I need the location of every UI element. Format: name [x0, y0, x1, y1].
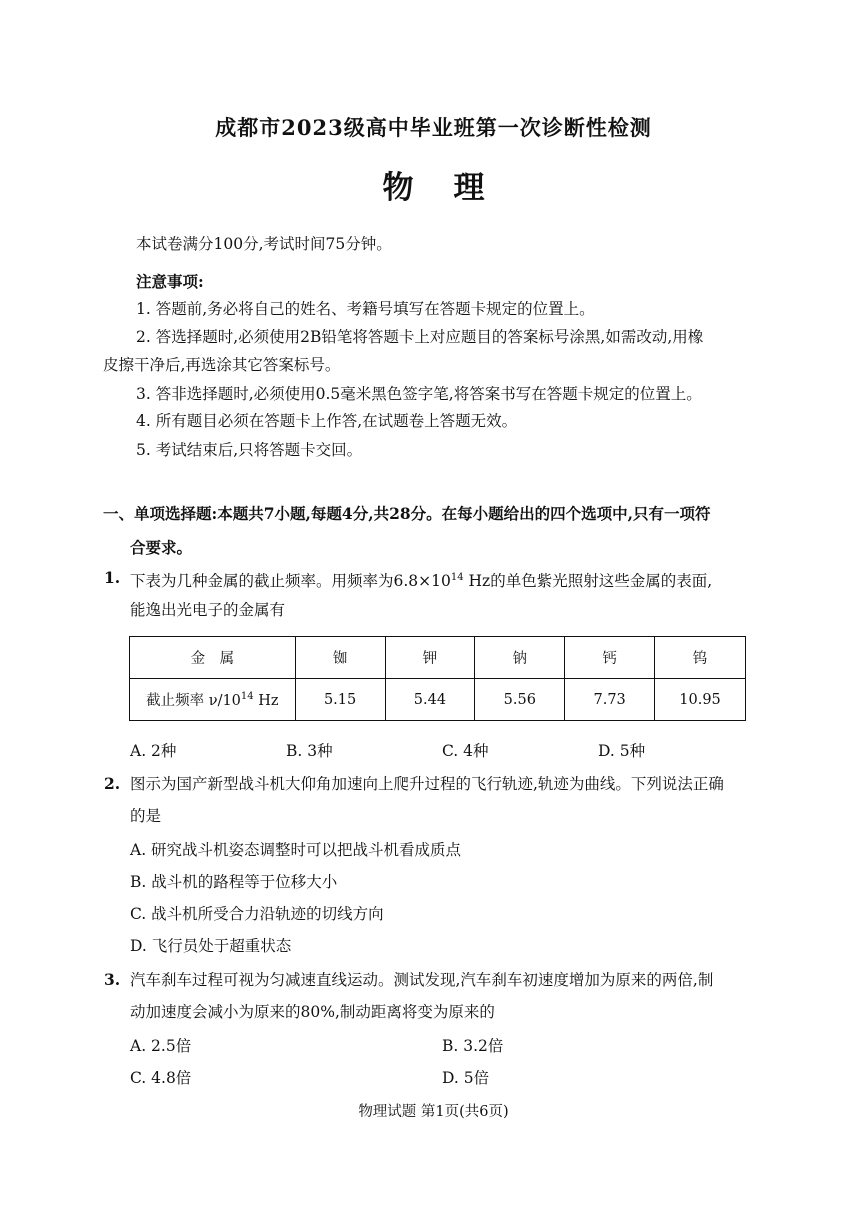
subject-title: 物理 [382, 170, 525, 206]
note-3: 3. 答非选择题时,必须使用0.5毫米黑色签字笔,将答案书写在答题卡规定的位置上。 [136, 385, 702, 403]
q1-option-a: A. 2种 [130, 742, 177, 760]
q1-stem-post: Hz的单色紫光照射这些金属的表面, [463, 572, 713, 591]
note-5: 5. 考试结束后,只将答题卡交回。 [136, 441, 363, 459]
table-value-cell: 5.15 [295, 679, 385, 721]
q1-option-b: B. 3种 [286, 742, 333, 760]
section-heading: 一、单项选择题:本题共7小题,每题4分,共28分。在每小题给出的四个选项中,只有一项符 [103, 504, 711, 523]
cutoff-frequency-table [129, 636, 746, 721]
table-value-cell: 7.73 [565, 679, 655, 721]
note-2: 2. 答选择题时,必须使用2B铅笔将答题卡上对应题目的答案标号涂黑,如需改动,用橡 [136, 328, 704, 346]
q2-option-b: B. 战斗机的路程等于位移大小 [130, 873, 338, 891]
row-label-pre: 截止频率 ν/10 [146, 693, 241, 709]
q1-stem-line2: 能逸出光电子的金属有 [130, 601, 286, 619]
q3-option-a: A. 2.5倍 [130, 1037, 192, 1055]
table-metal-cell: 钠 [475, 637, 565, 679]
table-header-metal: 金 属 [130, 637, 296, 679]
exam-title: 成都市2023级高中毕业班第一次诊断性检测 [215, 115, 652, 140]
notes-heading: 注意事项: [136, 272, 204, 291]
table-metal-cell: 铷 [295, 637, 385, 679]
q3-option-d: D. 5倍 [442, 1069, 490, 1087]
row-label-exponent: 14 [240, 691, 254, 703]
q1-number: 1. [104, 568, 121, 587]
q1-stem-line1 [130, 568, 712, 591]
section-heading-cont: 合要求。 [130, 538, 193, 557]
page-footer: 物理试题 第1页(共6页) [358, 1104, 509, 1120]
note-1: 1. 答题前,务必将自己的姓名、考籍号填写在答题卡规定的位置上。 [136, 300, 595, 318]
table-row [130, 679, 746, 721]
exam-intro: 本试卷满分100分,考试时间75分钟。 [136, 235, 392, 253]
q1-stem-pre: 下表为几种金属的截止频率。用频率为6.8×10 [130, 572, 451, 591]
q3-option-c: C. 4.8倍 [130, 1069, 192, 1087]
table-header-row [130, 637, 746, 679]
q2-option-c: C. 战斗机所受合力沿轨迹的切线方向 [130, 905, 384, 923]
q2-number: 2. [104, 774, 121, 793]
table-metal-cell: 钾 [385, 637, 475, 679]
q3-number: 3. [104, 970, 121, 989]
q1-option-d: D. 5种 [598, 742, 646, 760]
q1-option-c: C. 4种 [442, 742, 489, 760]
q2-stem-line2: 的是 [130, 807, 162, 825]
q3-option-b: B. 3.2倍 [442, 1037, 504, 1055]
note-2-cont: 皮擦干净后,再选涂其它答案标号。 [103, 356, 341, 374]
table-value-cell: 5.44 [385, 679, 475, 721]
q1-stem-exponent: 14 [450, 572, 464, 583]
q2-option-a: A. 研究战斗机姿态调整时可以把战斗机看成质点 [130, 841, 462, 859]
q2-option-d: D. 飞行员处于超重状态 [130, 937, 292, 955]
table-metal-cell: 钨 [655, 637, 746, 679]
q3-stem-line1: 汽车刹车过程可视为匀减速直线运动。测试发现,汽车刹车初速度增加为原来的两倍,制 [130, 971, 714, 989]
q3-stem-line2: 动加速度会减小为原来的80%,制动距离将变为原来的 [130, 1003, 495, 1021]
note-4: 4. 所有题目必须在答题卡上作答,在试题卷上答题无效。 [136, 412, 518, 430]
table-metal-cell: 钙 [565, 637, 655, 679]
table-value-cell: 5.56 [475, 679, 565, 721]
table-value-cell: 10.95 [655, 679, 746, 721]
table-row-label [130, 679, 296, 721]
row-label-post: Hz [253, 693, 279, 709]
q2-stem-line1: 图示为国产新型战斗机大仰角加速向上爬升过程的飞行轨迹,轨迹为曲线。下列说法正确 [130, 775, 724, 793]
